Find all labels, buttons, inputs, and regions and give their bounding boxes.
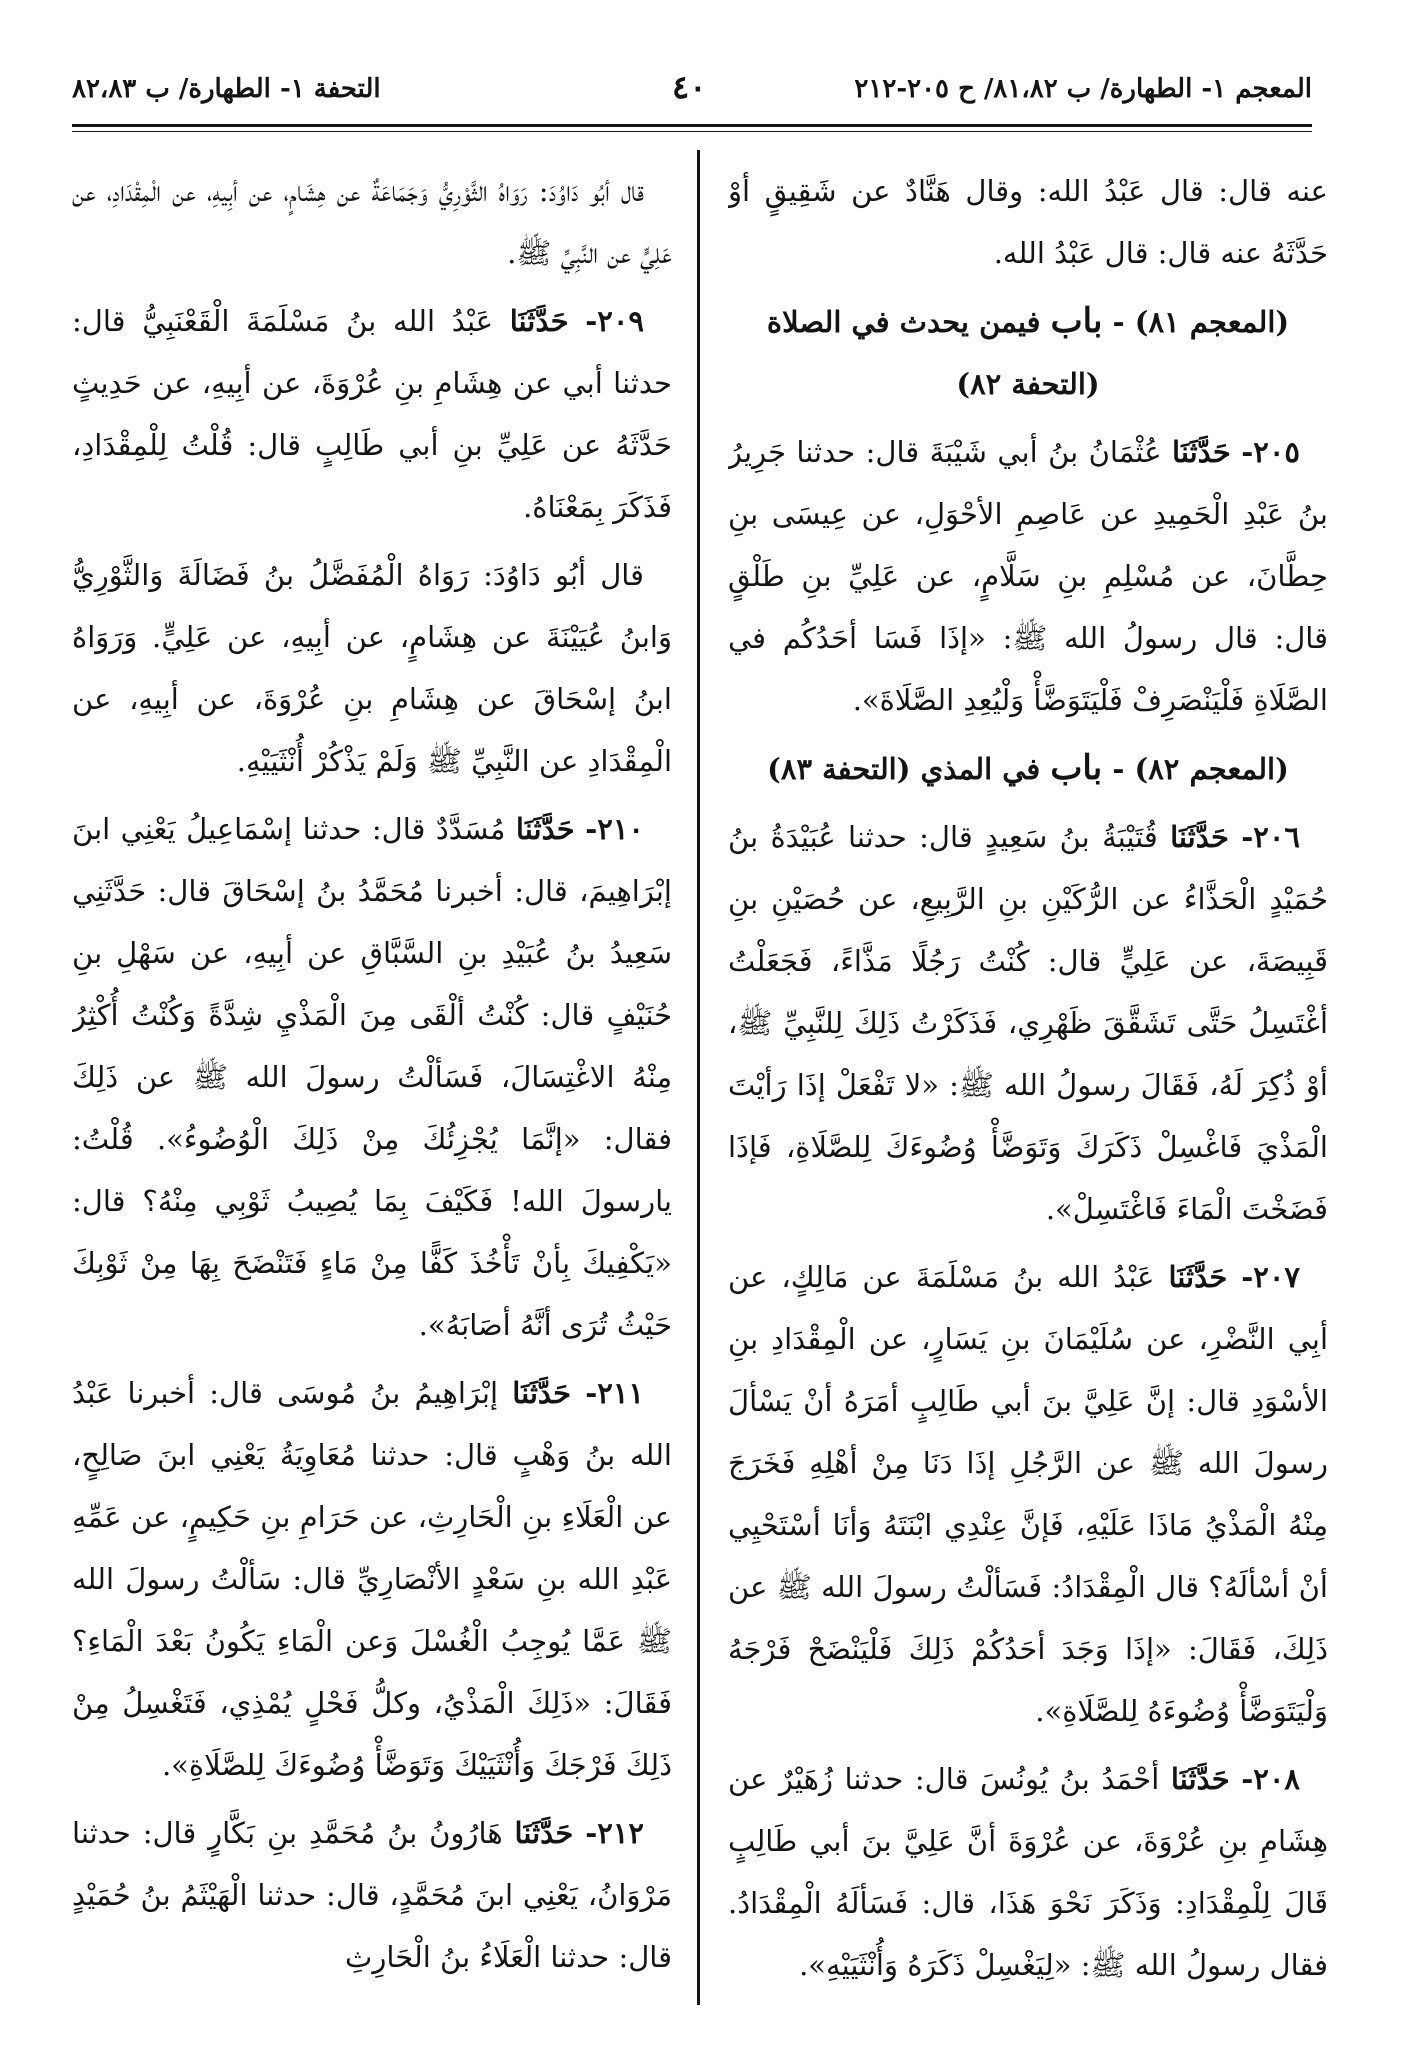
hadith-text: إبْرَاهِيمُ بنُ مُوسَى قال: أخبرنا عَبْدُ الله بنُ وَهْبٍ قال: حدثنا مُعَاوِيَةُ يَعْنِي ابنَ صَالِحٍ، عن الْعَلَاءِ بنِ الْحَارِثِ، عن حَرَامِ بنِ حَكِيمٍ، عن عَمِّهِ عَبْدِ الله بنِ سَعْدٍ الأنْصَارِيِّ قال: سَألْتُ رسولَ الله ﷺ عَمَّا يُوجِبُ الْغُسْلَ وَعن الْمَاءِ يَكُونُ بَعْدَ الْمَاءِ؟ فَقَالَ: «ذَلِكَ الْمَذْيُ، وكلُّ فَحْلٍ يُمْذِي، فَتَغْسِلُ مِنْ ذَلِكَ فَرْجَكَ وَأُنْثَيَيْكَ وَتَوَضَّأْ وُضُوءَكَ لِلصَّلَاةِ».	[72, 1376, 672, 1782]
heading-mujam-ref: (المعجم ٨١) -	[1112, 305, 1290, 339]
header-chapter-ref-tuhfa: التحفة ١- الطهارة/ ب ٨٢،٨٣	[72, 74, 381, 104]
chapter-heading-82	[728, 737, 1328, 800]
hadith-text: عَبْدُ الله بنُ مَسْلَمَةَ الْقَعْنَبِيُّ قال: حدثنا أبي عن هِشَامِ بنِ عُرْوَةَ، عن أبِيهِ، عن حَدِيثٍ حَدَّثَهُ عن عَلِيِّ بنِ أبي طَالِبٍ قال: قُلْتُ لِلْمِقْدَادِ، فَذَكَرَ بِمَعْنَاهُ.	[72, 304, 672, 524]
header-chapter-ref-mujam: المعجم ١- الطهارة/ ب ٨١،٨٢/ ح ٢٠٥-٢١٢	[854, 74, 1312, 104]
hadith-212	[72, 1802, 672, 1988]
hadith-text: أحْمَدُ بنُ يُونُسَ قال: حدثنا زُهَيْرٌ عن هِشَامِ بنِ عُرْوَةَ، عن عُرْوَةَ أنَّ عَلِيَّ بنَ أبي طَالِبٍ قَالَ لِلْمِقْدَادِ: وَذَكَرَ نَحْوَ هَذَا، قال: فَسَألَهُ الْمِقْدَادُ. فقال رسولُ الله ﷺ: «لِيَغْسِلْ ذَكَرَهُ وَأُنْثَيَيْهِ».	[728, 1762, 1328, 1982]
hadith-206	[728, 806, 1328, 1240]
abu-dawud-note: قال أبُو دَاوُدَ: رَوَاهُ الْمُفَضَّلُ بنُ فَضَالَةَ وَالثَّوْرِيُّ وَابنُ عُيَيْنَةَ عن هِشَامٍ، عن أبِيهِ، عن عَلِيٍّ. وَرَوَاهُ ابنُ إسْحَاقَ عن هِشَامِ بنِ عُرْوَةَ، عن أبِيهِ، عن الْمِقْدَادِ عن النَّبِيِّ ﷺ وَلَمْ يَذْكُرْ أُنْثَيَيْهِ.	[72, 558, 672, 778]
hadith-text: عُثْمَانُ بنُ أبي شَيْبَةَ قال: حدثنا جَرِيرُ بنُ عَبْدِ الْحَمِيدِ عن عَاصِمِ الأحْوَلِ، عن عِيسَى بنِ حِطَّانَ، عن مُسْلِمِ بنِ سَلَّامٍ، عن عَلِيِّ بنِ طَلْقٍ قال: قال رسولُ الله ﷺ: «إذَا فَسَا أحَدُكُم في الصَّلَاةِ فَلْيَنْصَرِفْ فَلْيَتَوَضَّأْ وَلْيُعِدِ الصَّلَاةَ».	[728, 435, 1328, 717]
hadith-number: ٢١١-	[585, 1376, 645, 1410]
heading-tuhfa-ref: (التحفة ٨٣)	[767, 752, 911, 786]
column-divider	[697, 150, 700, 2005]
hadith-number: ٢٠٩-	[585, 304, 645, 338]
hadith-text: هَارُونُ بنُ مُحَمَّدِ بنِ بَكَّارٍ قال: حدثنا مَرْوَانُ، يَعْنِي ابنَ مُحَمَّدٍ، قال: حدثنا الْهَيْثَمُ بنُ حُمَيْدٍ قال: حدثنا الْعَلَاءُ بنُ الْحَارِثِ	[72, 1816, 672, 1974]
heading-tuhfa-ref: (التحفة ٨٢)	[956, 367, 1100, 401]
hadith-208	[728, 1748, 1328, 1996]
hadith-opening: حَدَّثَنَا	[512, 1376, 572, 1410]
page-header	[72, 68, 1312, 116]
heading-bab-word: باب	[1050, 301, 1103, 341]
hadith-text: قُتَيْبَةُ بنُ سَعِيدٍ قال: حدثنا عُبَيْدَةُ بنُ حُمَيْدٍ الْحَذَّاءُ عن الرُّكَيْنِ بنِ الرَّبِيعِ، عن حُصَيْنِ بنِ قَبِيصَةَ، عن عَلِيٍّ قال: كُنْتُ رَجُلًا مَذَّاءً، فَجَعَلْتُ أغْتَسِلُ حَتَّى تَشَقَّقَ ظَهْرِي، فَذَكَرْتُ ذَلِكَ لِلنَّبِيِّ ﷺ، أوْ ذُكِرَ لَهُ، فَقَالَ رسولُ الله ﷺ: «لا تَفْعَلْ إذَا رَأيْتَ الْمَذْيَ فَاغْسِلْ ذَكَرَكَ وَتَوَضَّأْ وُضُوءَكَ لِلصَّلَاةِ، فَإذَا فَضَخْتَ الْمَاءَ فَاغْتَسِلْ».	[728, 820, 1328, 1226]
hadith-text: عَبْدُ الله بنُ مَسْلَمَةَ عن مَالِكٍ، عن أبِي النَّضْرِ، عن سُلَيْمَانَ بنِ يَسَارٍ، عن الْمِقْدَادِ بنِ الأسْوَدِ قال: إنَّ عَلِيَّ بنَ أبي طَالِبٍ أمَرَهُ أنْ يَسْألَ رسولَ الله ﷺ عن الرَّجُلِ إذَا دَنَا مِنْ أهْلِهِ فَخَرَجَ مِنْهُ الْمَذْيُ مَاذَا عَلَيْهِ، فَإنَّ عِنْدِي ابْنَتَهُ وَأنَا أسْتَحْيِي أنْ أسْألَهُ؟ قال الْمِقْدَادُ: فَسَألْتُ رسولَ الله ﷺ عن ذَلِكَ، فَقَالَ: «إذَا وَجَدَ أحَدُكُمْ ذَلِكَ فَلْيَنْضَحْ فَرْجَهُ وَلْيَتَوَضَّأْ وُضُوءَهُ لِلصَّلَاةِ».	[728, 1260, 1328, 1728]
hadith-number: ٢٠٦-	[1241, 820, 1300, 854]
hadith-opening: حَدَّثَنَا	[1170, 820, 1229, 854]
left-column	[72, 160, 672, 2000]
hadith-opening: حَدَّثَنَا	[509, 304, 569, 338]
hadith-number: ٢٠٧-	[1241, 1260, 1301, 1294]
hadith-210	[72, 798, 672, 1356]
heading-title: في المذي	[920, 752, 1041, 786]
hadith-211	[72, 1362, 672, 1796]
paragraph-continuation: عنه قال: قال عَبْدُ الله: وقال هَنَّادٌ عن شَقِيقٍ أوْ حَدَّثَهُ عنه قال: قال عَبْدُ الله.	[728, 174, 1328, 270]
hadith-number: ٢١٢-	[585, 1816, 645, 1850]
hadith-opening: حَدَّثَنَا	[1168, 1260, 1228, 1294]
hadith-text: مُسَدَّدٌ قال: حدثنا إسْمَاعِيلُ يَعْنِي ابنَ إبْرَاهِيمَ، قال: أخبرنا مُحَمَّدُ بنُ إسْحَاقَ قال: حَدَّثَنِي سَعِيدُ بنُ عُبَيْدِ بنِ السَّبَّاقِ عن أبِيهِ، عن سَهْلِ بنِ حُنَيْفٍ قال: كُنْتُ ألْقَى مِنَ الْمَذْيِ شِدَّةً وَكُنْتُ أُكْثِرُ مِنْهُ الاغْتِسَالَ، فَسَألْتُ رسولَ الله ﷺ عن ذَلِكَ فقال: «إنَّمَا يُجْزِئُكَ مِنْ ذَلِكَ الْوُضُوءُ». قُلْتُ: يارسولَ الله! فَكَيْفَ بِمَا يُصِيبُ ثَوْبِي مِنْهُ؟ قال: «يَكْفِيكَ بِأنْ تَأْخُذَ كَفًّا مِنْ مَاءٍ فَتَنْضَحَ بِهَا مِنْ ثَوْبِكَ حَيْثُ تُرَى أنَّهُ أصَابَهُ».	[72, 812, 672, 1342]
hadith-opening: حَدَّثَنَا	[1170, 1762, 1230, 1796]
hadith-opening: حَدَّثَنَا	[515, 812, 575, 846]
hadith-opening: حَدَّثَنَا	[514, 1816, 574, 1850]
right-column	[728, 160, 1328, 2000]
hadith-number: ٢١٠-	[585, 812, 644, 846]
page-number: ٤٠	[672, 68, 707, 106]
header-rule-thick	[72, 124, 1312, 127]
hadith-209	[72, 290, 672, 538]
header-rule-thin	[72, 131, 1312, 132]
hadith-number: ٢٠٨-	[1241, 1762, 1301, 1796]
chapter-heading-81	[728, 290, 1328, 415]
hadith-opening: حَدَّثَنَا	[1172, 435, 1231, 469]
heading-bab-word: باب	[1050, 748, 1103, 788]
hadith-207	[728, 1246, 1328, 1742]
heading-mujam-ref: (المعجم ٨٢) -	[1112, 752, 1289, 786]
abu-dawud-note: قال أبُو دَاوُدَ: رَوَاهُ الثَّوْرِيُّ وَجَمَاعَةٌ عن هِشَامٍ، عن أبِيهِ، عن الْمِقْدَادِ، عن عَلِيٍّ عن النَّبِيِّ ﷺ.	[72, 174, 672, 270]
hadith-number: ٢٠٥-	[1241, 435, 1301, 469]
heading-title: فيمن يحدث في الصلاة	[766, 305, 1041, 339]
hadith-205	[728, 421, 1328, 731]
